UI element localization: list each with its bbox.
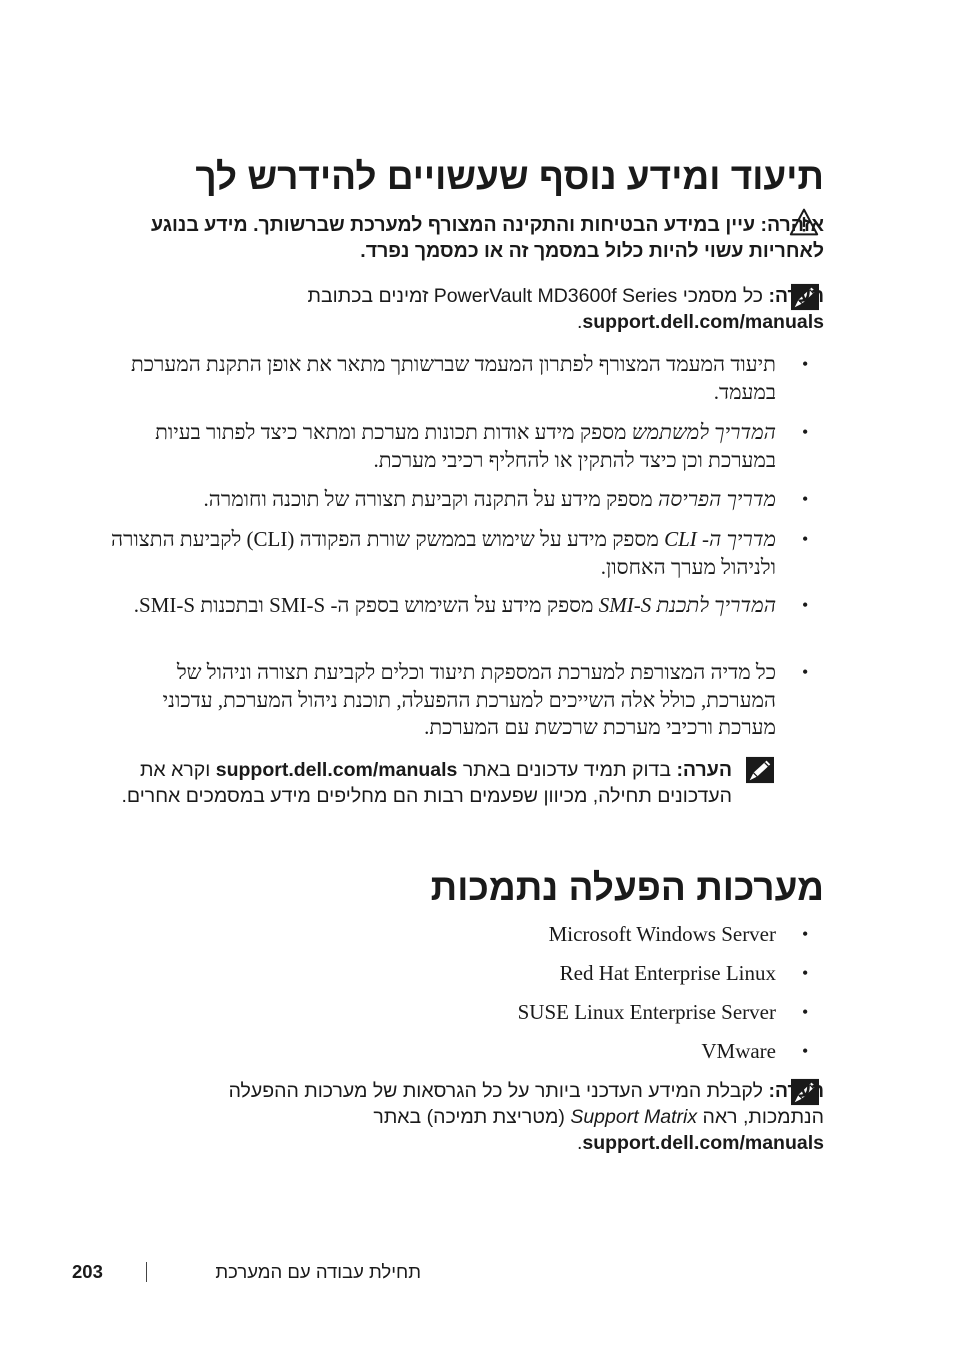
list-item-text: מספק מידע על התקנה וקביעת תצורה של תוכנה וחומרה. [203, 487, 658, 511]
bullet-dot: • [802, 1002, 809, 1022]
support-link[interactable]: support.dell.com/manuals [582, 311, 824, 333]
support-link[interactable]: support.dell.com/manuals [582, 1132, 824, 1154]
doc-title: מדריך ה- CLI [664, 527, 776, 551]
list-item-text: מספק מידע אודות תכונות מערכת ומתאר כיצד לפתור בעיות במערכת וכן כיצד להתקין או להחליף רכיבי מערכת. [155, 420, 776, 472]
list-item-text: תיעוד המעמד המצורף לפתרון המעמד שברשותך מתאר את אופן התקנת המערכת במעמד. [130, 352, 776, 404]
note-text-end: . [576, 311, 583, 333]
list-item-text: כל מדיה המצורפת למערכת המספקת תיעוד וכלים לקביעת תצורה וניהול של המערכת, כולל אלה השייכים למערכת ההפעלה, תוכנת ניהול המערכת, עדכוני מערכת ורכיבי מערכת שרכשת עם המערכת. [162, 660, 776, 739]
os-item: Red Hat Enterprise Linux [559, 961, 776, 985]
doc-title: מדריך הפריסה [657, 487, 776, 511]
list-item [95, 592, 776, 620]
footer-chapter-title: תחילת עבודה עם המערכת [215, 1261, 421, 1282]
list-item [95, 486, 776, 514]
bullet-dot: • [802, 1041, 809, 1061]
note-text: לקבלת המידע העדכני ביותר על כל הגרסאות של מערכות ההפעלה הנתמכות, ראה [228, 1080, 824, 1128]
bullet-dot: • [802, 489, 809, 509]
note-text-end: . [576, 1132, 583, 1154]
note-text: כל מסמכי PowerVault MD3600f Series זמינים בכתובת [307, 285, 764, 307]
list-item [95, 526, 776, 581]
os-item: VMware [701, 1039, 776, 1063]
os-item: SUSE Linux Enterprise Server [517, 1000, 776, 1024]
bullet-dot: • [802, 529, 809, 549]
note-label: הערה: [676, 759, 732, 781]
bullet-dot: • [802, 422, 809, 442]
doc-title: המדריך למשתמש [631, 420, 776, 444]
page-number: 203 [72, 1261, 103, 1282]
bullet-dot: • [802, 662, 809, 682]
bullet-dot: • [802, 595, 809, 615]
section-title-documentation: תיעוד ומידע נוסף שעשויים להידרש לך [195, 156, 824, 197]
note-support-matrix [180, 1078, 824, 1156]
warning-notice [95, 212, 824, 264]
note-manuals [95, 283, 824, 335]
bullet-dot: • [802, 354, 809, 374]
bullet-dot: • [802, 963, 809, 983]
footer-divider [146, 1262, 147, 1282]
support-matrix-title: Support Matrix [570, 1106, 698, 1128]
warning-text: עיין במידע הבטיחות והתקינה המצורף למערכת שברשותך. מידע בנוגע לאחריות עשוי להיות כלול במסמך זה או כמסמך נפרד. [151, 214, 824, 262]
list-item [95, 419, 776, 474]
list-item-text: מספק מידע על שימוש בממשק שורת הפקודה (CLI) לקביעת התצורה ולניהול מערך האחסון. [111, 527, 776, 579]
section-title-supported-os: מערכות הפעלה נתמכות [430, 867, 824, 908]
note-label: הערה: [768, 285, 824, 307]
list-item-text: מספק מידע על השימוש בספק ה- SMI-S ובתכנות SMI-S. [133, 593, 599, 617]
bullet-dot: • [802, 924, 809, 944]
list-item [125, 659, 776, 742]
doc-title: המדריך לתכנת SMI-S [598, 593, 776, 617]
note-label: הערה: [768, 1080, 824, 1102]
note-text-mid: (מטריצת תמיכה) באתר [373, 1106, 565, 1128]
note-pencil-icon [745, 756, 775, 784]
note-text-end: וקרא את העדכונים תחילה, מכיוון שפעמים רבות הם מחליפים מידע במסמכים אחרים. [121, 759, 732, 807]
note-updates [95, 757, 732, 809]
list-item [95, 351, 776, 406]
support-link[interactable]: support.dell.com/manuals [215, 759, 458, 781]
note-text: בדוק תמיד עדכונים באתר [462, 759, 672, 781]
warning-label: אזהרה: [760, 214, 824, 236]
os-item: Microsoft Windows Server [548, 922, 776, 946]
